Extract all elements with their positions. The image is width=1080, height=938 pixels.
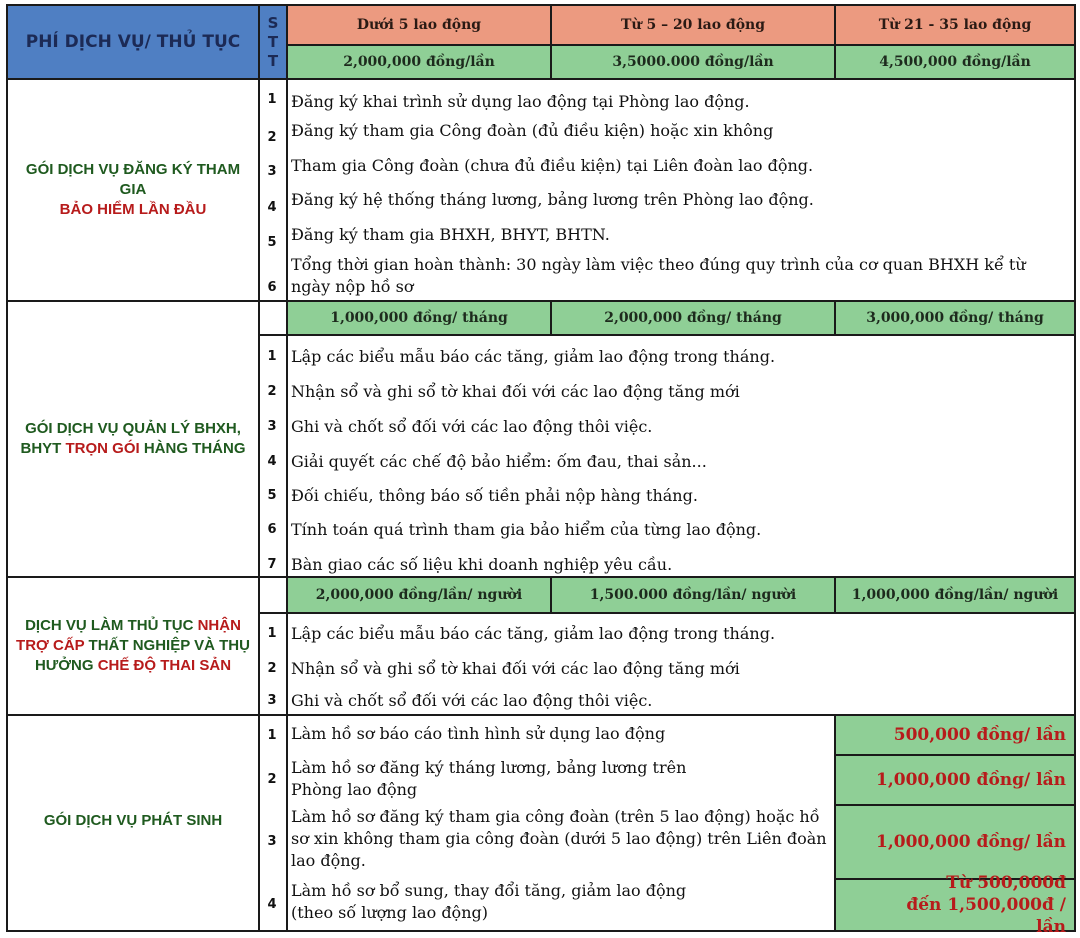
service-name-monthly-management [8, 302, 258, 576]
column-divider [286, 714, 288, 930]
price-text: 1,000,000 đồng/ lần [876, 770, 1066, 790]
price-cell [288, 578, 550, 612]
row-number: 2 [267, 661, 277, 676]
price-cell [834, 44, 1074, 78]
price-cell [550, 578, 834, 612]
stt-letter: T [267, 51, 279, 70]
price-cell [550, 44, 834, 78]
price-text: 1,000,000 đồng/ lần [876, 832, 1066, 852]
row-number: 4 [267, 200, 277, 215]
row-divider [258, 334, 1074, 336]
list-item: Đăng ký khai trình sử dụng lao động tại Phòng lao động. [291, 92, 750, 111]
list-item: Đăng ký tham gia BHXH, BHYT, BHTN. [291, 225, 610, 244]
stt-letter: S [267, 13, 279, 32]
row-number: 1 [267, 728, 277, 743]
price-text: 1,000,000 đồng/ tháng [330, 310, 508, 326]
price-cell [288, 302, 550, 334]
row-number: 1 [267, 626, 277, 641]
row-number: 3 [267, 164, 277, 179]
price-text: 3,5000.000 đồng/lần [612, 54, 774, 70]
row-number: 1 [267, 349, 277, 364]
row-number: 3 [267, 693, 277, 708]
list-item: Tham gia Công đoàn (chưa đủ điều kiện) tại Liên đoàn lao động. [291, 156, 814, 175]
list-item: Đăng ký hệ thống tháng lương, bảng lương trên Phòng lao động. [291, 190, 814, 209]
service-name-highlight: NHẬN TRỢ CẤP [16, 617, 241, 654]
price-cell [836, 754, 1074, 804]
tier-label: Từ 21 - 35 lao động [878, 17, 1032, 33]
tier-label: Từ 5 – 20 lao động [620, 17, 765, 33]
tier-header-1 [286, 6, 550, 44]
price-text: 2,000,000 đồng/ tháng [604, 310, 782, 326]
list-item: Lập các biểu mẫu báo các tăng, giảm lao động trong tháng. [291, 624, 776, 643]
tier-header-3 [834, 6, 1074, 44]
service-name-highlight: CHẾ ĐỘ THAI SẢN [97, 657, 232, 674]
tier-header-2 [550, 6, 834, 44]
service-name-highlight: BẢO HIỂM LẦN ĐẦU [59, 201, 207, 218]
row-divider [258, 612, 1074, 614]
column-divider [286, 78, 288, 302]
table-title [8, 6, 258, 78]
price-cell [836, 873, 1074, 937]
service-name-unemployment-maternity [8, 578, 258, 714]
list-item: Làm hồ sơ đăng ký tham gia công đoàn (trên 5 lao động) hoặc hồ sơ xin không tham gia công đoàn (dưới 5 lao động) trên Liên đoàn lao động. [291, 807, 827, 870]
service-name-part: GÓI DỊCH VỤ QUẢN LÝ BHXH, BHYT [20, 420, 241, 457]
service-name-highlight: TRỌN GÓI [65, 440, 140, 457]
list-item: Lập các biểu mẫu báo các tăng, giảm lao động trong tháng. [291, 347, 776, 366]
row-number: 7 [267, 557, 277, 572]
list-item: Ghi và chốt sổ đối với các lao động thôi việc. [291, 691, 653, 710]
service-name-initial-registration [8, 80, 258, 300]
row-number: 5 [267, 235, 277, 250]
price-text: 1,000,000 đồng/lần/ người [851, 587, 1059, 603]
tier-label: Dưới 5 lao động [356, 17, 482, 33]
row-number: 2 [267, 130, 277, 145]
price-text: 2,000,000 đồng/lần/ người [315, 587, 523, 603]
row-number: 3 [267, 419, 277, 434]
service-name-part: DỊCH VỤ LÀM THỦ TỤC [25, 617, 198, 634]
list-item: Làm hồ sơ báo cáo tình hình sử dụng lao động [291, 724, 666, 743]
row-number: 1 [267, 92, 277, 107]
column-divider [286, 300, 288, 576]
row-number: 6 [267, 522, 277, 537]
row-number: 5 [267, 488, 277, 503]
row-number: 4 [267, 454, 277, 469]
list-item: Ghi và chốt sổ đối với các lao động thôi việc. [291, 417, 653, 436]
list-item: Đăng ký tham gia Công đoàn (đủ điều kiện) hoặc xin không [291, 121, 774, 140]
list-item: Đối chiếu, thông báo số tiền phải nộp hàng tháng. [291, 486, 698, 505]
price-cell [834, 578, 1074, 612]
price-text: 2,000,000 đồng/lần [343, 54, 495, 70]
list-item: Làm hồ sơ đăng ký tháng lương, bảng lương trên Phòng lao động [291, 758, 687, 799]
price-cell [834, 302, 1074, 334]
list-item: Nhận sổ và ghi sổ tờ khai đối với các lao động tăng mới [291, 382, 740, 401]
list-item: Bàn giao các số liệu khi doanh nghiệp yêu cầu. [291, 555, 673, 574]
service-name-line: GÓI DỊCH VỤ PHÁT SINH [43, 812, 223, 829]
service-name-additional [8, 716, 258, 926]
service-name-line: GÓI DỊCH VỤ ĐĂNG KÝ THAM GIA [25, 161, 241, 198]
list-item: Nhận sổ và ghi sổ tờ khai đối với các lao động tăng mới [291, 659, 740, 678]
price-cell [836, 716, 1074, 754]
list-item: Tính toán quá trình tham gia bảo hiểm của từng lao động. [291, 520, 762, 539]
price-text: 4,500,000 đồng/lần [879, 54, 1031, 70]
stt-header [258, 6, 286, 78]
list-item: Tổng thời gian hoàn thành: 30 ngày làm việc theo đúng quy trình của cơ quan BHXH kể từ ngày nộp hồ sơ [291, 255, 1026, 296]
row-number: 2 [267, 384, 277, 399]
table-title-text: PHÍ DỊCH VỤ/ THỦ TỤC [25, 32, 241, 52]
price-cell [550, 302, 834, 334]
stt-letter: T [267, 32, 279, 51]
row-number: 2 [267, 772, 277, 787]
row-number: 6 [267, 280, 277, 295]
price-text: 3,000,000 đồng/ tháng [866, 310, 1044, 326]
price-text: 500,000 đồng/ lần [893, 725, 1066, 745]
list-item: Giải quyết các chế độ bảo hiểm: ốm đau, thai sản... [291, 452, 707, 471]
column-divider [258, 78, 260, 302]
price-text: 1,500.000 đồng/lần/ người [589, 587, 797, 603]
list-item: Làm hồ sơ bổ sung, thay đổi tăng, giảm lao động (theo số lượng lao động) [291, 881, 687, 922]
price-cell [286, 44, 550, 78]
price-text: Từ 500,000đ đến 1,500,000đ / lần [906, 873, 1066, 937]
price-cell [836, 804, 1074, 878]
row-number: 3 [267, 834, 277, 849]
row-number: 4 [267, 897, 277, 912]
service-name-part: THẤT NGHIỆP VÀ THỤ HƯỞNG [34, 637, 250, 674]
service-name-part: HÀNG THÁNG [139, 440, 246, 457]
